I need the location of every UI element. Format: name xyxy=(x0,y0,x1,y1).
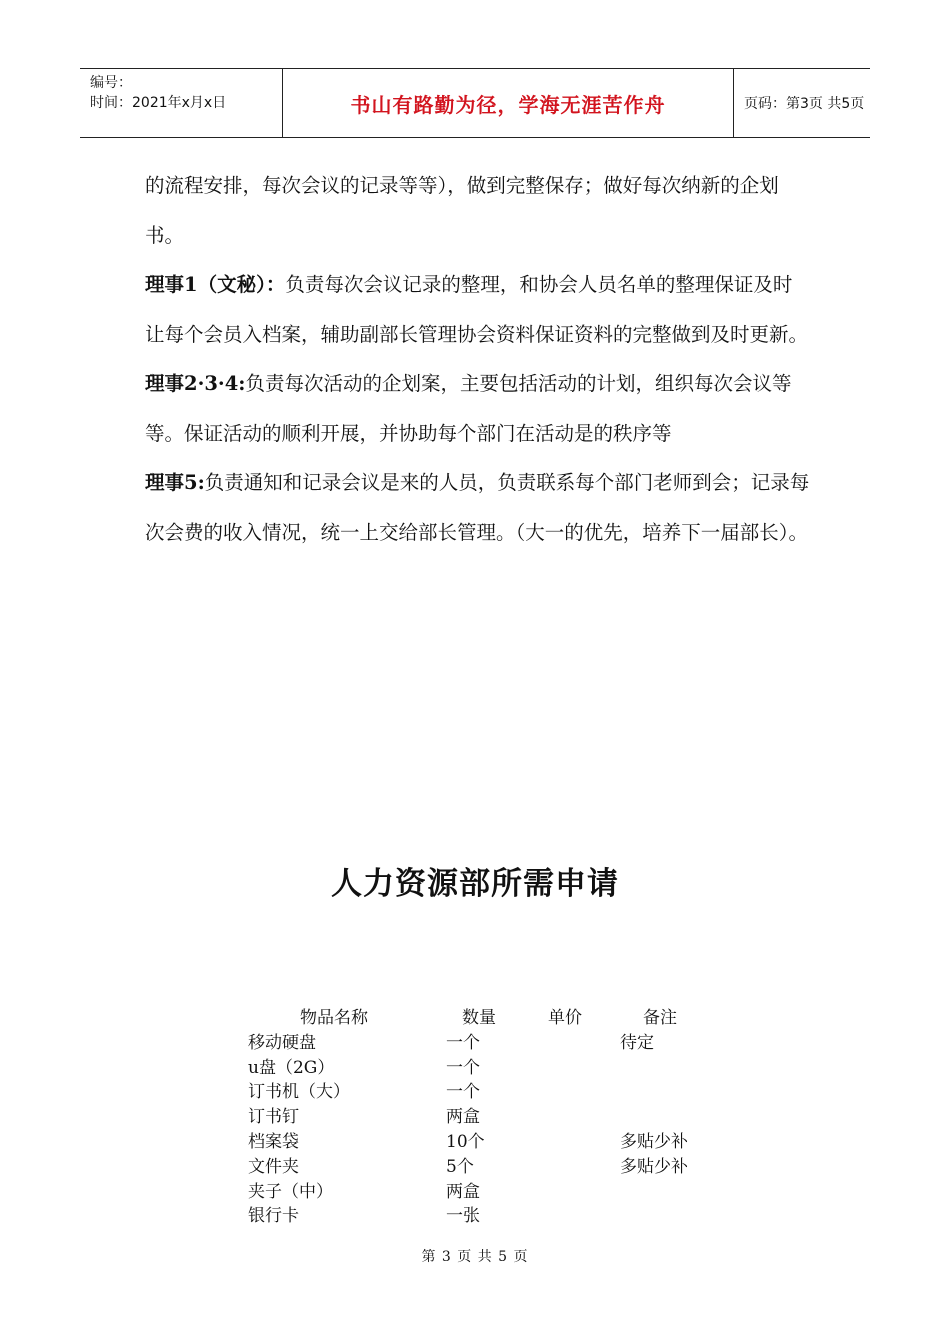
page-footer: 第 3 页 共 5 页 xyxy=(421,1249,529,1265)
paragraph-text: 负责每次会议记录的整理，和协会人员名单的整理保证及时让每个会员入档案，辅助副部长管理协会资料保证资料的完整做到及时更新。 xyxy=(145,273,809,346)
header-motto-cell xyxy=(282,69,734,137)
cell-item: 文件夹 xyxy=(248,1156,299,1177)
table-row xyxy=(248,1204,708,1229)
header-meta xyxy=(80,69,282,137)
paragraph-director-5 xyxy=(145,458,810,557)
cell-quantity: 10个 xyxy=(446,1131,485,1152)
document-date-label: 时间：2021年x月x日 xyxy=(90,95,227,111)
cell-item: 移动硬盘 xyxy=(248,1032,316,1053)
cell-item: 订书机（大） xyxy=(248,1082,350,1103)
cell-remark: 多贴少补 xyxy=(620,1131,688,1152)
cell-remark: 多贴少补 xyxy=(620,1156,688,1177)
table-row xyxy=(248,1130,708,1155)
cell-item: 档案袋 xyxy=(248,1131,299,1152)
column-header-item: 物品名称 xyxy=(300,1008,368,1028)
column-header-remark: 备注 xyxy=(643,1008,677,1028)
header-motto: 书山有路勤为径，学海无涯苦作舟 xyxy=(350,92,666,117)
cell-quantity: 5个 xyxy=(446,1156,474,1177)
cell-quantity: 一张 xyxy=(446,1206,480,1227)
table-row xyxy=(248,1031,708,1056)
paragraph-director-2-4 xyxy=(145,359,810,458)
role-label: 理事2·3·4: xyxy=(145,372,246,395)
section-title: 人力资源部所需申请 xyxy=(331,866,619,902)
paragraph-text: 负责每次活动的企划案，主要包括活动的计划，组织每次会议等等。保证活动的顺利开展，并协助每个部门在活动是的秩序等 xyxy=(145,372,792,445)
body-text xyxy=(145,161,810,557)
paragraph-text: 负责通知和记录会议是来的人员，负责联系每个部门老师到会；记录每次会费的收入情况，统一上交给部长管理。（大一的优先，培养下一届部长）。 xyxy=(145,471,810,544)
header-page-label: 页码：第3页 共5页 xyxy=(744,96,865,112)
cell-quantity: 一个 xyxy=(446,1032,480,1053)
table-row xyxy=(248,1056,708,1081)
paragraph-director-1 xyxy=(145,260,810,359)
cell-item: 银行卡 xyxy=(248,1206,299,1227)
cell-remark: 待定 xyxy=(620,1032,654,1053)
paragraph-text: 的流程安排，每次会议的记录等等），做到完整保存；做好每次纳新的企划书。 xyxy=(145,174,779,247)
cell-item: 夹子（中） xyxy=(248,1181,333,1202)
cell-quantity: 两盒 xyxy=(446,1107,480,1128)
cell-quantity: 两盒 xyxy=(446,1181,480,1202)
cell-item: 订书钉 xyxy=(248,1107,299,1128)
page-header xyxy=(80,68,870,138)
column-header-quantity: 数量 xyxy=(462,1008,496,1028)
table-row xyxy=(248,1155,708,1180)
column-header-unit-price: 单价 xyxy=(548,1008,582,1028)
supply-table xyxy=(248,1006,708,1229)
cell-quantity: 一个 xyxy=(446,1057,480,1078)
table-header-row xyxy=(248,1006,708,1031)
role-label: 理事5: xyxy=(145,471,205,494)
table-row xyxy=(248,1080,708,1105)
document-number-label: 编号： xyxy=(90,75,132,91)
role-label: 理事1（文秘）： xyxy=(145,273,286,296)
table-row xyxy=(248,1180,708,1205)
cell-quantity: 一个 xyxy=(446,1082,480,1103)
table-row xyxy=(248,1105,708,1130)
paragraph-continuation xyxy=(145,161,810,260)
cell-item: u盘（2G） xyxy=(248,1057,335,1078)
header-page-cell xyxy=(734,69,870,137)
